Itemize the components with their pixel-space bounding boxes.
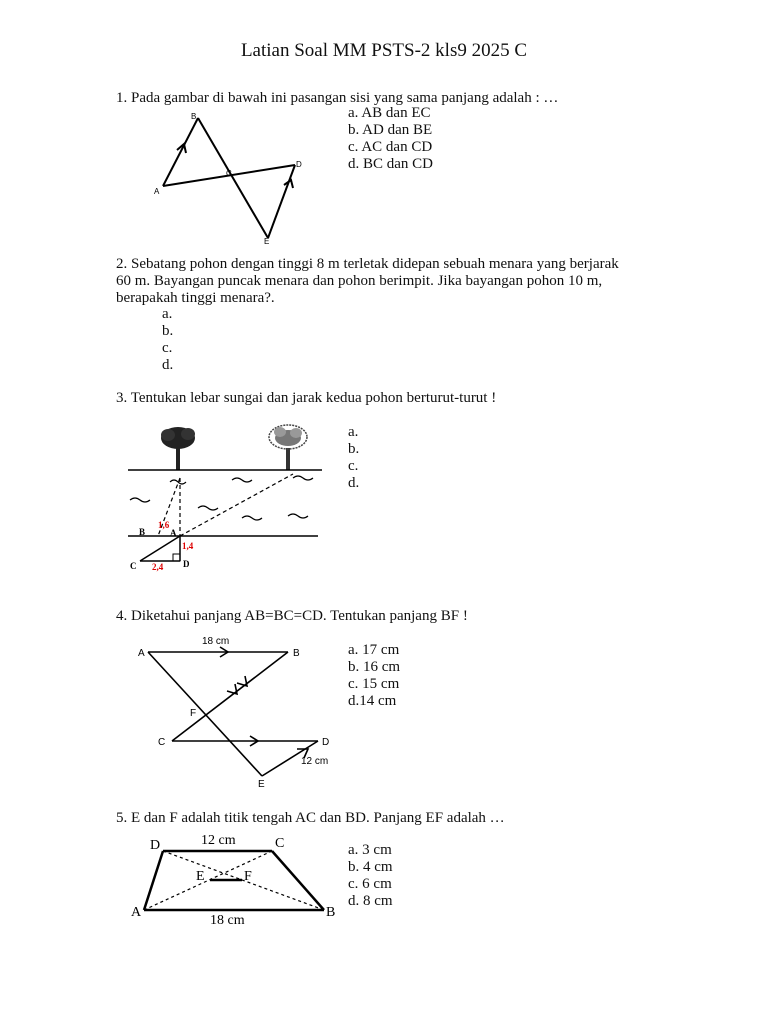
q1-option-d[interactable]: d. BC dan CD — [348, 156, 434, 172]
q5-label-c: C — [275, 836, 285, 851]
q4-label-de: 12 cm — [301, 756, 329, 767]
q4-label-f: F — [190, 708, 197, 719]
q5-label-e: E — [196, 869, 205, 884]
tree-icon — [161, 427, 195, 470]
q5-label-ab: 18 cm — [210, 913, 245, 928]
q2-line-2: 60 m. Bayangan puncak menara dan pohon berimpit. Jika bayangan pohon 10 m, — [116, 273, 603, 289]
q4-option-a[interactable]: a. 17 cm — [348, 642, 400, 658]
q3-option-c[interactable]: c. — [348, 458, 359, 474]
tree-icon — [269, 425, 307, 470]
q4-option-b[interactable]: b. 16 cm — [348, 659, 401, 675]
q3-label-c: C — [130, 561, 137, 571]
q2-option-d[interactable]: d. — [162, 357, 174, 373]
q1-label-d: D — [296, 160, 302, 169]
question-1-text: 1. Pada gambar di bawah ini pasangan sisi yang sama panjang adalah : … — [116, 90, 559, 106]
question-4-text: 4. Diketahui panjang AB=BC=CD. Tentukan panjang BF ! — [116, 608, 468, 624]
q5-option-c[interactable]: c. 6 cm — [348, 876, 392, 892]
q5-label-b: B — [326, 905, 336, 920]
q4-label-c: C — [158, 737, 166, 748]
q3-option-d[interactable]: d. — [348, 475, 360, 491]
q4-label-d: D — [322, 737, 330, 748]
q2-option-a[interactable]: a. — [162, 306, 173, 322]
q2-line-1: 2. Sebatang pohon dengan tinggi 8 m terletak didepan sebuah menara yang berjarak — [116, 256, 619, 272]
question-1-options — [348, 105, 433, 173]
q3-label-a: A — [170, 528, 177, 538]
q1-diagram — [140, 108, 330, 248]
q4-label-e: E — [258, 779, 265, 790]
q3-label-ab: 1,6 — [158, 520, 170, 530]
q1-option-b[interactable]: b. AD dan BE — [348, 122, 433, 138]
page-title: Latian Soal MM PSTS-2 kls9 2025 C — [240, 40, 528, 61]
q1-label-e: E — [264, 237, 270, 246]
q1-option-a[interactable]: a. AB dan EC — [348, 105, 431, 121]
q4-label-ab: 18 cm — [202, 636, 230, 647]
q5-label-d: D — [150, 838, 161, 853]
question-3-text: 3. Tentukan lebar sungai dan jarak kedua pohon berturut-turut ! — [116, 390, 497, 406]
q4-label-b: B — [293, 648, 300, 659]
q3-label-b: B — [139, 527, 146, 537]
q2-line-3: berapakah tinggi menara?. — [116, 290, 275, 306]
q3-diagram — [118, 418, 328, 578]
q5-option-a[interactable]: a. 3 cm — [348, 842, 392, 858]
q3-label-d: D — [183, 559, 190, 569]
q3-label-ad: 1,4 — [182, 541, 194, 551]
q3-label-cd: 2,4 — [152, 562, 164, 572]
q4-label-a: A — [138, 648, 145, 659]
question-3-options — [348, 424, 359, 492]
q5-label-a: A — [131, 905, 142, 920]
question-4-options — [348, 642, 400, 710]
q5-label-f: F — [244, 869, 252, 884]
q2-option-b[interactable]: b. — [162, 323, 174, 339]
question-5-text: 5. E dan F adalah titik tengah AC dan BD. Panjang EF adalah … — [116, 810, 505, 826]
q1-option-c[interactable]: c. AC dan CD — [348, 139, 433, 155]
q5-diagram — [120, 828, 345, 930]
q1-label-c: C — [226, 169, 232, 178]
q3-option-a[interactable]: a. — [348, 424, 359, 440]
q2-option-c[interactable]: c. — [162, 340, 173, 356]
q5-option-d[interactable]: d. 8 cm — [348, 893, 393, 909]
q4-option-d[interactable]: d.14 cm — [348, 693, 397, 709]
q3-option-b[interactable]: b. — [348, 441, 360, 457]
question-2-options — [162, 306, 173, 374]
q5-label-dc: 12 cm — [201, 833, 236, 848]
q1-label-b: B — [191, 112, 197, 121]
q4-diagram — [130, 630, 350, 790]
q4-option-c[interactable]: c. 15 cm — [348, 676, 400, 692]
q1-label-a: A — [154, 187, 160, 196]
question-5-options — [348, 842, 393, 910]
question-2-text — [116, 256, 619, 307]
q5-option-b[interactable]: b. 4 cm — [348, 859, 393, 875]
